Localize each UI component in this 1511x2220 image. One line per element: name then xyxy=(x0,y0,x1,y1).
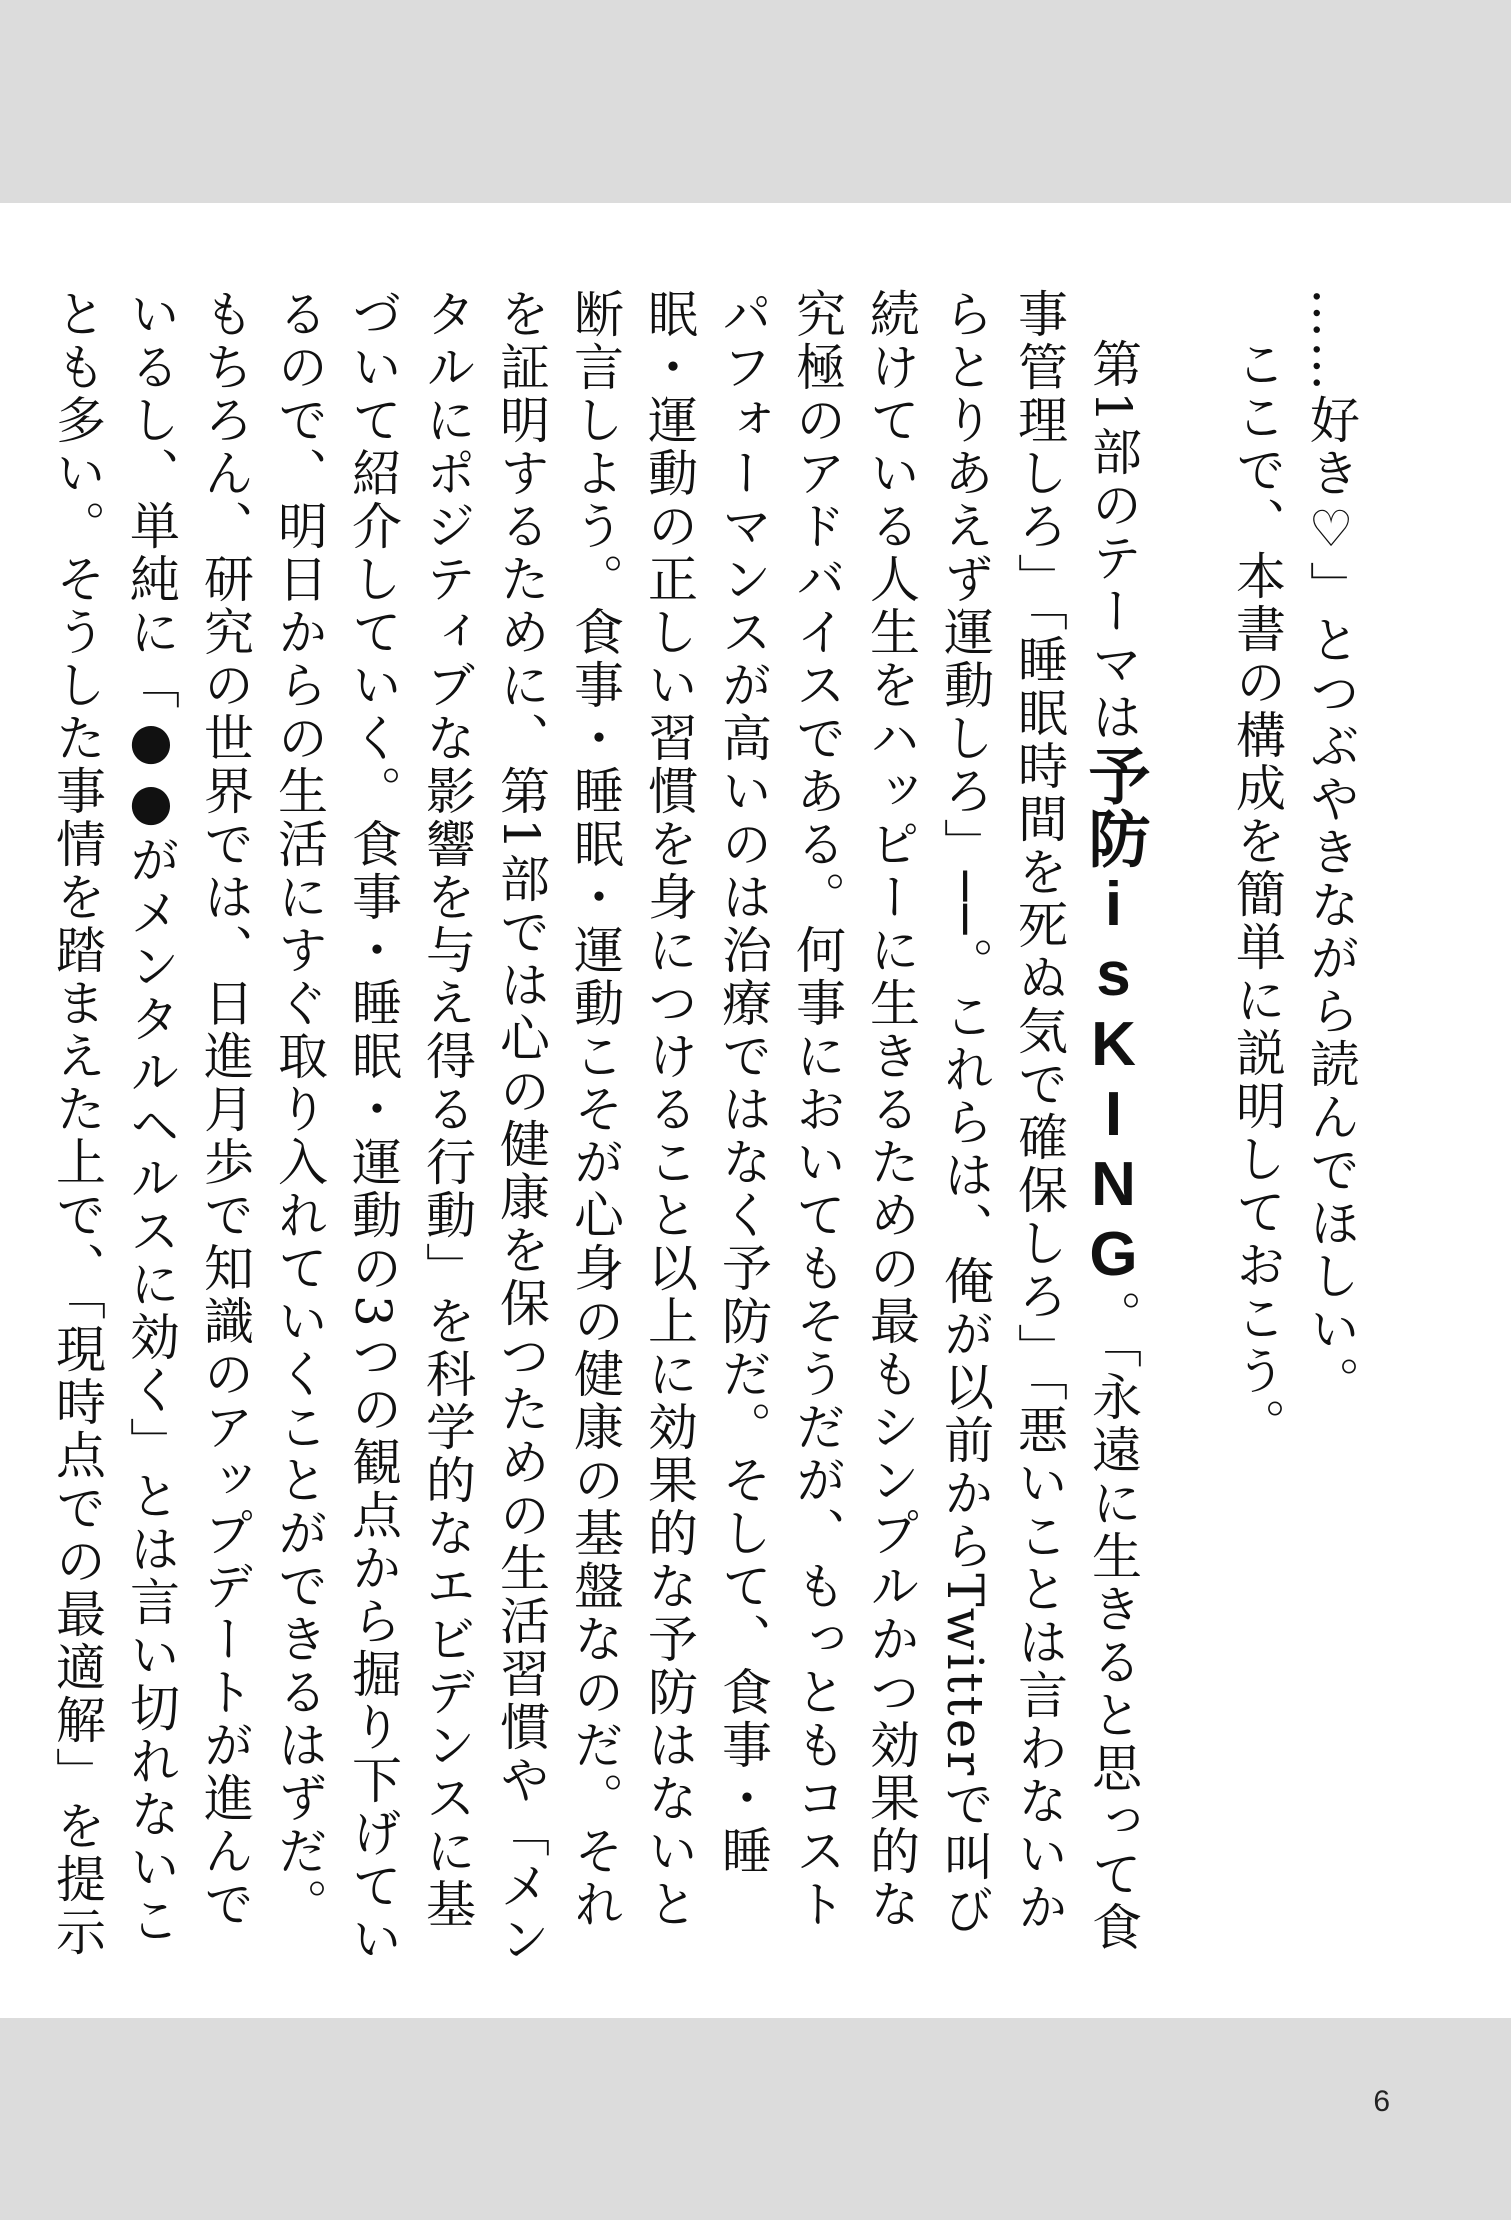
page-number: 6 xyxy=(1373,2085,1390,2118)
paragraph-part1-lead: 第1部のテーマは xyxy=(1084,338,1142,744)
top-margin-band xyxy=(0,0,1511,203)
bottom-margin-band xyxy=(0,2018,1511,2220)
paragraph-part1-body: 。「永遠に生きると思って食事管理しろ」「睡眠時間を死ぬ気で確保しろ」「悪いことは言わないからとりあえず運動しろ」──。これらは、俺が以前からTwitterで叫び続けている人生をハッピーに生きるための最もシンプルかつ効果的な究極のアドバイスである。何事においてもそうだが、もっともコストパフォーマンスが高いのは治療ではなく予防だ。そして、食事・睡眠・運動の正しい習慣を身につけること以上に効果的な予防はないと断言しよう。食事・睡眠・運動こそが心身の健康の基盤なのだ。それを証明するために、第1部では心の健康を保つための生活習慣や「メンタルにポジティブな影響を与え得る行動」を科学的なエビデンスに基づいて紹介していく。食事・睡眠・運動の3つの観点から掘り下げているので、明日からの生活にすぐ取り入れていくことができるはずだ。もちろん、研究の世界では、日進月歩で知識のアップデートが進んでいるし、単純に「●●がメンタルヘルスに効く」とは言い切れないことも多い。そうした事情を踏まえた上で、「現時点での最適解」を提示 xyxy=(48,288,1142,1966)
paragraph-structure-text: ここで、本書の構成を簡単に説明しておこう。 xyxy=(1228,338,1286,1451)
paragraph-part1 xyxy=(40,288,1150,1968)
paragraph-structure-intro xyxy=(1220,288,1294,1968)
vertical-text-body xyxy=(48,288,1368,1968)
paragraph-intro-text: ……好き♡」とつぶやきながら読んでほしい。 xyxy=(1302,288,1360,1409)
part1-theme-heading: 予防isKING xyxy=(1079,743,1148,1290)
paragraph-intro xyxy=(1294,288,1368,1968)
